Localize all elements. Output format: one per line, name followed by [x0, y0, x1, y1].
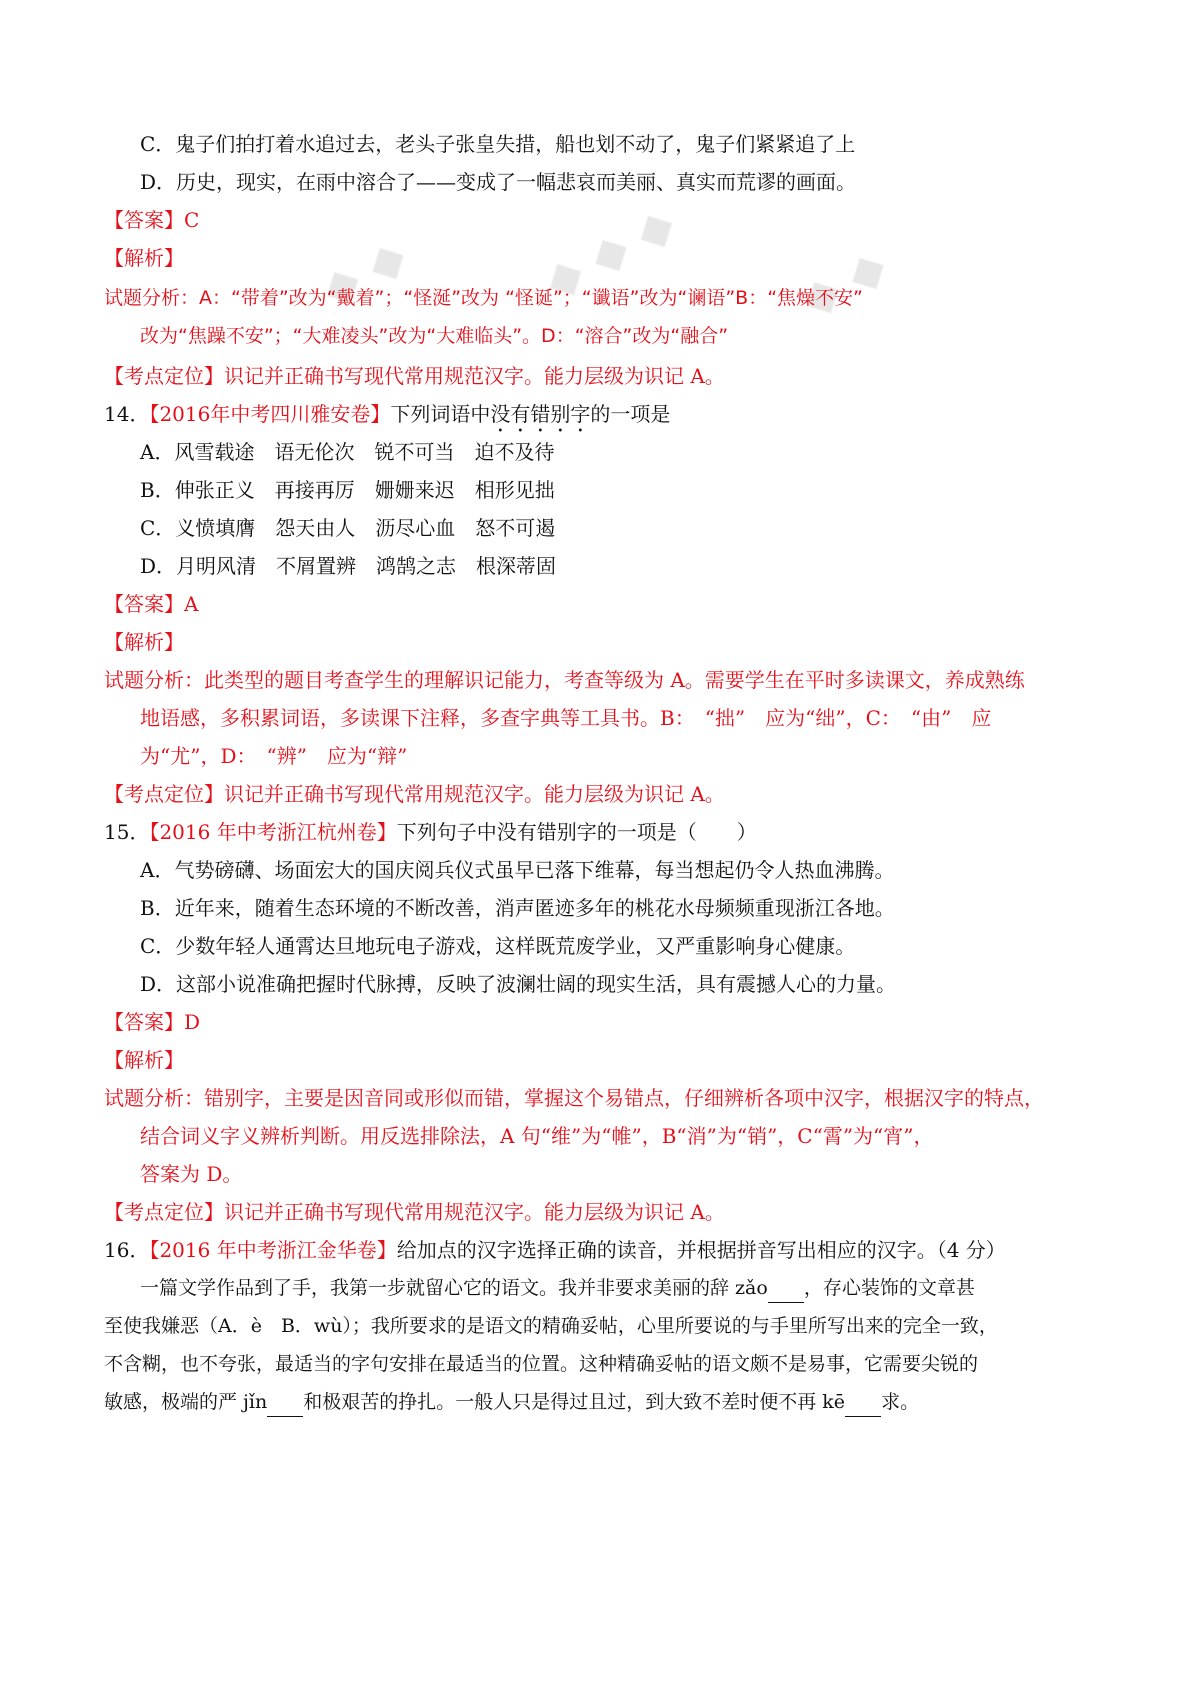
- q14-answer: [104, 590, 198, 618]
- q14-analysis-line-3: 为“尤”，D： “辨” 应为“辩”: [140, 744, 408, 768]
- question-number: 15．: [104, 820, 150, 844]
- q13-analysis-line-1: 试题分析：A：“带着”改为“戴着”；“怪涎”改为 “怪诞”；“谶语”改为“谰语”B：“焦燥不安”: [104, 287, 863, 309]
- watermark-stamp: ◆ ◆ ◆ ◆ ◆ ◆ ◆: [312, 195, 895, 327]
- q14-option-a: A．风雪载途 语无伦次 锐不可当 迫不及待: [140, 440, 555, 464]
- q16-stem: [104, 1236, 1006, 1264]
- q16-passage-line-3: 不含糊，也不夸张，最适当的字句安排在最适当的位置。这种精确妥帖的语文颇不是易事，它需要尖锐的: [104, 1353, 979, 1375]
- answer-value: A: [184, 592, 199, 616]
- answer-blank[interactable]: [845, 1388, 881, 1417]
- q14-option-b: B．伸张正义 再接再厉 姗姗来迟 相形见拙: [140, 478, 555, 502]
- kaodian-tag: 【考点定位】: [104, 364, 224, 388]
- answer-value: D: [184, 1010, 201, 1034]
- q13-jiexi-heading: 【解析】: [104, 246, 184, 270]
- q13-option-c: C．鬼子们拍打着水追过去，老头子张皇失措，船也划不动了，鬼子们紧紧追了上: [140, 132, 856, 156]
- kaodian-text: 识记并正确书写现代常用规范汉字。能力层级为识记 A。: [224, 782, 725, 806]
- q14-kaodian: [104, 780, 725, 808]
- q15-option-c: C．少数年轻人通霄达旦地玩电子游戏，这样既荒废学业，又严重影响身心健康。: [140, 934, 856, 958]
- q13-analysis-line-2: 改为“焦躁不安”；“大难凌头”改为“大难临头”。D：“溶合”改为“融合”: [140, 325, 729, 347]
- q14-analysis-line-2: 地语感，多积累词语，多读课下注释，多查字典等工具书。B： “拙” 应为“绌”，C： “由” 应: [140, 706, 992, 730]
- q15-analysis-line-2: 结合词义字义辨析判断。用反选排除法，A 句“维”为“帷”，B“消”为“销”，C“霄”为“宵”，: [140, 1124, 934, 1148]
- stem-text: 下列句子中没有错别字的一项是（ ）: [396, 820, 757, 844]
- answer-blank[interactable]: [768, 1274, 804, 1303]
- passage-text: ，存心装饰的文章甚: [803, 1277, 975, 1299]
- answer-blank[interactable]: [267, 1388, 303, 1417]
- q16-passage-line-4: [104, 1388, 919, 1417]
- passage-text: 一篇文学作品到了手，我第一步就留心它的语文。我并非要求美丽的辞 zǎo: [140, 1277, 768, 1299]
- q14-option-c: C．义愤填膺 怨天由人 沥尽心血 怒不可遏: [140, 516, 556, 540]
- question-source: 【2016年中考四川雅安卷】: [149, 402, 391, 426]
- q16-passage-line-2: 至使我嫌恶（A．è B．wù）；我所要求的是语文的精确妥帖，心里所要说的与手里所写出来的完全一致，: [104, 1315, 998, 1337]
- q15-option-a: A．气势磅礴、场面宏大的国庆阅兵仪式虽早已落下维幕，每当想起仍令人热血沸腾。: [140, 858, 895, 882]
- q14-option-d: D．月明风清 不屑置辨 鸿鹄之志 根深蒂固: [140, 554, 557, 578]
- answer-value: C: [184, 208, 200, 232]
- q15-jiexi-heading: 【解析】: [104, 1048, 184, 1072]
- passage-text: 敏感，极端的严 jǐn: [104, 1391, 268, 1413]
- question-source: 【2016 年中考浙江杭州卷】: [149, 820, 397, 844]
- stem-part: 的一项是: [590, 402, 671, 426]
- q15-answer: [104, 1008, 200, 1036]
- kaodian-text: 识记并正确书写现代常用规范汉字。能力层级为识记 A。: [224, 1200, 725, 1224]
- q15-stem: [104, 818, 757, 846]
- q15-analysis-line-3: 答案为 D。: [140, 1162, 243, 1186]
- answer-tag: 【答案】: [104, 208, 184, 232]
- q15-option-b: B．近年来，随着生态环境的不断改善，消声匿迹多年的桃花水母频频重现浙江各地。: [140, 896, 895, 920]
- answer-tag: 【答案】: [104, 592, 184, 616]
- kaodian-tag: 【考点定位】: [104, 782, 224, 806]
- kaodian-text: 识记并正确书写现代常用规范汉字。能力层级为识记 A。: [224, 364, 725, 388]
- q14-stem: [104, 400, 670, 437]
- passage-text: 和极艰苦的挣扎。一般人只是得过且过，到大致不差时便不再 kē: [303, 1391, 846, 1413]
- q15-kaodian: [104, 1198, 725, 1226]
- q16-passage-line-1: [140, 1274, 975, 1303]
- answer-tag: 【答案】: [104, 1010, 184, 1034]
- q14-analysis-line-1: 试题分析：此类型的题目考查学生的理解识记能力，考查等级为 A。需要学生在平时多读课文，养成熟练: [104, 668, 1025, 692]
- stem-emphasis: 没有错别字: [490, 402, 591, 426]
- q13-answer: [104, 206, 199, 234]
- kaodian-tag: 【考点定位】: [104, 1200, 224, 1224]
- question-source: 【2016 年中考浙江金华卷】: [149, 1238, 397, 1262]
- question-number: 14．: [104, 402, 150, 426]
- q14-jiexi-heading: 【解析】: [104, 630, 184, 654]
- passage-text: 求。: [881, 1391, 920, 1413]
- stem-part: 下列词语中: [390, 402, 491, 426]
- q13-kaodian: [104, 362, 725, 390]
- question-number: 16．: [104, 1238, 150, 1262]
- stem-text: 给加点的汉字选择正确的读音，并根据拼音写出相应的汉字。（4 分）: [396, 1238, 1006, 1262]
- q13-option-d: D．历史，现实，在雨中溶合了——变成了一幅悲哀而美丽、真实而荒谬的画面。: [140, 170, 857, 194]
- q15-analysis-line-1: 试题分析：错别字，主要是因音同或形似而错，掌握这个易错点，仔细辨析各项中汉字，根据汉字的特点，: [104, 1086, 1044, 1110]
- q15-option-d: D．这部小说准确把握时代脉搏，反映了波澜壮阔的现实生活，具有震撼人心的力量。: [140, 972, 897, 996]
